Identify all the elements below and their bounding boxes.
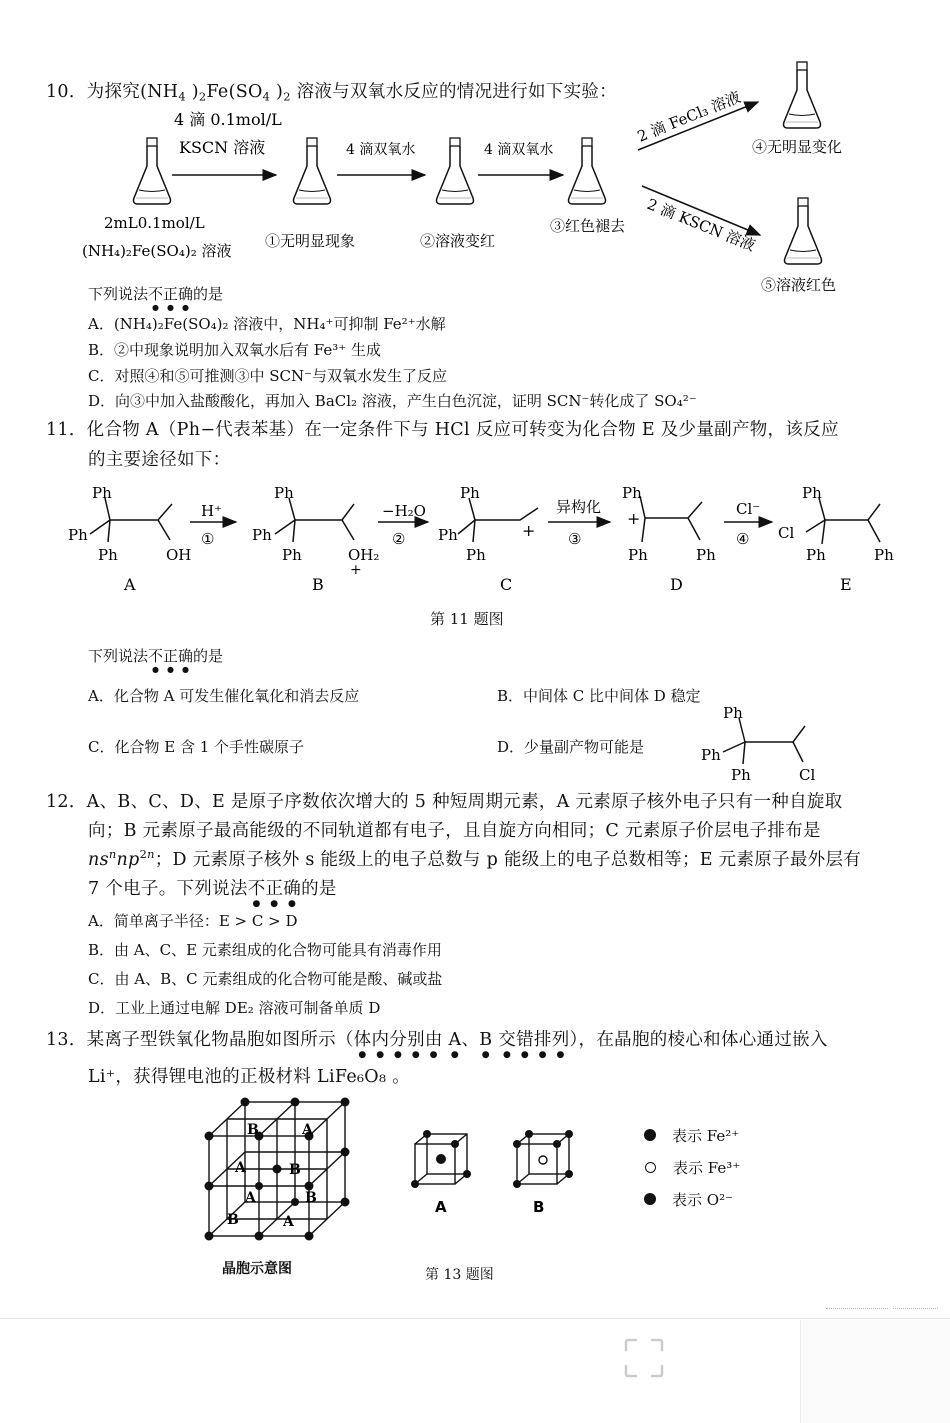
label-A: A [124,575,136,594]
q12-number: 12． [46,792,87,812]
legend-o2: 表示 O²⁻ [644,1184,740,1214]
flask-4-label: ④无明显变化 [752,138,843,156]
svg-text:Cl: Cl [799,766,816,784]
q10-option-d: D．向③中加入盐酸酸化，再加入 BaCl₂ 溶液，产生白色沉淀，证明 SCN⁻转化成了 SO₄²⁻ [88,392,697,410]
svg-text:Ph: Ph [723,704,743,722]
step3-number: ③ [568,530,582,548]
q12-option-c: C．由 A、B、C 元素组成的化合物可能是酸、碱或盐 [88,970,443,988]
q10-stem: 10．为探究($NH_4$ )$_2Fe(SO_4$ )$_2$ 溶液与双氧水反应的情况进行如下实验： [46,82,617,104]
q13-crystal-cell-diagram [195,1090,365,1250]
step1-number: ① [201,530,215,548]
flask-5-label: ⑤溶液红色 [761,276,837,294]
divider-dots [893,1308,938,1311]
svg-text:+: + [522,521,536,540]
q12-line4: 7 个电子。下列说法不正确的是 [88,879,337,899]
flask-2-icon [437,138,474,204]
flask-5-icon [785,198,822,264]
subunit-A-label: A [435,1198,447,1216]
q12-option-d: D．工业上通过电解 DE₂ 溶液可制备单质 D [88,999,381,1017]
q11-caption: 第 11 题图 [430,610,504,628]
q13-subunits-diagram [405,1130,585,1220]
start-label-line2: (NH₄)₂Fe(SO₄)₂ 溶液 [82,242,232,260]
q10-prompt: 下列说法不正确的是 [88,285,224,303]
q12-option-b: B．由 A、C、E 元素组成的化合物可能具有消毒作用 [88,941,442,959]
q12-line1: 12．A、B、C、D、E 是原子序数依次增大的 5 种短周期元素，A 元素原子核外电子只有一种自旋取 [46,792,843,812]
label-B: B [312,575,324,594]
fullscreen-icon[interactable] [622,1336,666,1380]
svg-text:Ph: Ph [806,546,826,564]
filled-circle-icon [644,1193,656,1205]
q10-option-a: A．(NH₄)₂Fe(SO₄)₂ 溶液中，NH₄⁺可抑制 Fe²⁺水解 [88,315,446,333]
reagent1-line2: KSCN 溶液 [179,138,266,157]
svg-text:Ph: Ph [282,546,302,564]
step2-reagent: −H₂O [382,502,426,520]
label-C: C [500,575,513,594]
q11-option-a: A．化合物 A 可发生催化氧化和消去反应 [88,687,360,705]
flask-2-label: ②溶液变红 [420,232,496,250]
q11-option-d: D．少量副产物可能是 [497,738,645,756]
label-D: D [670,575,683,594]
flask-4-icon [784,62,821,128]
q10-option-c: C．对照④和⑤可推测③中 SCN⁻与双氧水发生了反应 [88,367,448,385]
svg-text:+: + [627,509,641,528]
filled-circle-icon [644,1129,656,1141]
svg-text:A: A [235,1160,246,1176]
arrow-2-label: 4 滴双氧水 [346,142,416,158]
q12-option-a: A．简单离子半径：E > C > D [88,912,298,930]
q10-option-b: B．②中现象说明加入双氧水后有 Fe³⁺ 生成 [88,341,381,359]
svg-text:Ph: Ph [696,546,716,564]
svg-text:Ph: Ph [628,546,648,564]
subunit-B-label: B [533,1198,545,1216]
svg-text:B: B [305,1190,317,1206]
step4-number: ④ [736,530,750,548]
q11-byproduct-structure [695,700,835,785]
start-label-line1: 2mL0.1mol/L [104,214,205,232]
q13-line2: Li⁺，获得锂电池的正极材料 LiFe₆O₈ 。 [88,1067,410,1087]
label-E: E [840,575,852,594]
step2-number: ② [392,530,406,548]
step4-reagent: Cl⁻ [736,500,761,518]
svg-text:B: B [247,1122,259,1138]
q12-line3: $ns^nnp^{2n}$；D 元素原子核外 s 能级上的电子总数与 p 能级上的电子总数相等；E 元素原子最外层有 [88,847,862,870]
svg-text:A: A [283,1214,294,1230]
step3-reagent: 异构化 [556,498,602,516]
A-ph-2: Ph [68,526,88,544]
flask-1-icon [294,138,331,204]
A-ph-1: Ph [92,484,112,502]
arrow-3-label: 4 滴双氧水 [484,142,554,158]
start-flask-icon [134,138,171,204]
q13-line1: 13．某离子型铁氧化物晶胞如图所示（体内分别由 A、B 交错排列），在晶胞的棱心和体心通过嵌入 [46,1030,828,1050]
reagent1-line1: 4 滴 0.1mol/L [174,110,282,129]
svg-text:Ph: Ph [438,526,458,544]
A-ph-3: Ph [98,546,118,564]
svg-text:B: B [227,1212,239,1228]
svg-text:Ph: Ph [466,546,486,564]
q10-number: 10． [46,82,87,102]
q13-number: 13． [46,1030,87,1050]
svg-text:A: A [245,1190,256,1206]
B-oh2: OH₂ [348,546,380,564]
q11-prompt: 下列说法不正确的是 [88,647,224,665]
page-bottom-divider [0,1318,950,1319]
svg-text:A: A [302,1122,313,1138]
q11-option-c: C．化合物 E 含 1 个手性碳原子 [88,738,305,756]
q11-number: 11． [46,420,87,440]
step1-reagent: H⁺ [201,502,222,520]
legend-fe2: 表示 Fe²⁺ [644,1120,740,1150]
svg-text:Ph: Ph [460,484,480,502]
legend-fe3: 表示 Fe³⁺ [644,1150,740,1184]
q11-stem-line2: 的主要途径如下： [88,450,231,470]
q11-stem-line1: 11．化合物 A（Ph−代表苯基）在一定条件下与 HCl 反应可转变为化合物 E 及少量副产物，该反应 [46,420,839,440]
q11-reaction-scheme [60,478,910,603]
A-oh: OH [166,546,192,564]
svg-text:Ph: Ph [802,484,822,502]
branch-up-label: 2 滴 FeCl₃ 溶液 [634,87,744,146]
branch-down-label: 2 滴 KSCN 溶液 [644,195,758,255]
q12-line2: 向；B 元素原子最高能级的不同轨道都有电子，且自旋方向相同；C 元素原子价层电子排布是 [88,821,821,841]
svg-text:Ph: Ph [274,484,294,502]
q13-legend [644,1120,740,1214]
svg-text:+: + [350,562,362,578]
svg-text:Ph: Ph [252,526,272,544]
divider-dots [826,1308,888,1311]
flask-3-icon [569,138,606,204]
flask-3-label: ③红色褪去 [550,217,626,235]
svg-text:Cl: Cl [778,524,795,542]
q10-experiment-diagram [80,50,880,300]
q13-caption-left: 晶胞示意图 [222,1261,292,1277]
svg-text:Ph: Ph [622,484,642,502]
svg-text:Ph: Ph [701,746,721,764]
flask-1-label: ①无明显现象 [265,232,356,250]
svg-text:Ph: Ph [731,766,751,784]
hollow-circle-icon [645,1162,656,1173]
side-panel [800,1320,950,1423]
svg-text:Ph: Ph [874,546,894,564]
q11-option-b: B．中间体 C 比中间体 D 稳定 [497,687,701,705]
svg-text:B: B [289,1162,301,1178]
q13-caption: 第 13 题图 [425,1267,494,1283]
